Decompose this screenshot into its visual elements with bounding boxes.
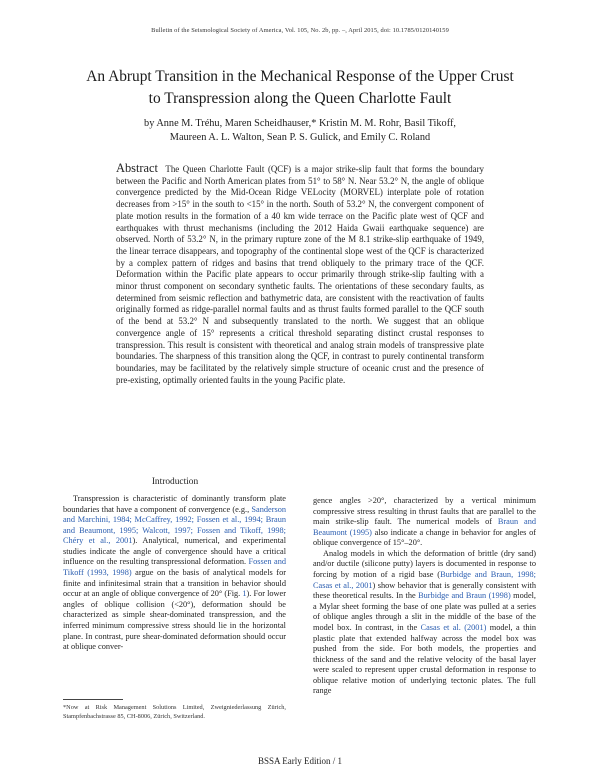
author-list [60,117,540,144]
text-run: model, a Mylar sheet forming the base of one plate was pulled at a series of oblique angles through a slit in the middle of the base of the model box. In contrast, in the [313,591,536,632]
page-footer: BSSA Early Edition / 1 [257,756,342,766]
intro-paragraph-continued [313,496,536,549]
citation-link[interactable]: Fossen and Tikoff (1993, 1998) [63,557,286,578]
intro-paragraph-1 [63,494,286,653]
title-line-2: to Transpression along the Queen Charlotte Fault [148,90,452,107]
figure-link[interactable]: 1 [242,589,247,599]
authors-line-2: Maureen A. L. Walton, Sean P. S. Gulick, and Emily C. Roland [169,131,431,143]
left-column [63,494,286,694]
citation-link[interactable]: Burbidge and Braun (1998) [418,591,511,601]
abstract [116,163,484,386]
text-run: ). Analytical, numerical, and experimental studies indicate the angle of convergence should have a critical influence on the resulting transpressional deformation. [63,536,286,567]
citation-link[interactable]: Sanderson and Marchini, 1984; McCaffrey, 1992; Fossen et al., 1994; Braun and Beaumont, 1995; Walcott, 1997; Fossen and Tikoff, 1998; Chéry et al., 2001 [63,504,286,546]
paper-title [40,66,560,110]
citation-link[interactable]: Casas et al. (2001) [420,622,487,632]
text-run: gence angles >20°, characterized by a vertical minimum compressive stress resulting in thrust faults that are parallel to the main strike-slip fault. The numerical models of [313,496,536,527]
abstract-text: The Queen Charlotte Fault (QCF) is a major strike-slip fault that forms the boundary between the Pacific and North American plates from 51° to 58° N. Near 53.2° N, the angle of oblique convergence predicted by the Mid-Ocean Ridge VELocity (MORVEL) interplate pole of rotation decreases from >15° in the south to <15° in the north. South of 53.2° N, the convergent component of plate motion results in the formation of a 40 km wide terrace on the Pacific plate west of QCF and earthquakes with thrust mechanisms (including the 2012 Haida Gwaii earthquake sequence) are observed. North of 53.2° N, in the primary rupture zone of the M 8.1 strike-slip earthquake of 1949, the linear terrace disappears, and topography of the continental slope west of the QCF is characterized by a complex pattern of ridges and basins that trend obliquely to the primary trace of the QCF. Deformation within the Pacific plate appears to occur primarily through strike-slip faulting with a minor thrust component on secondary synthetic faults. The orientations of these secondary faults, as determined from seismic reflection and bathymetric data, are consistent with the reactivation of faults originally formed as ridge-parallel normal faults and as thrust faults formed parallel to the QCF south of the bend at 53.2° N and subsequently translated to the north. We suggest that an oblique convergence angle of 15° represents a critical threshold separating distinct crustal responses to transpression. This result is consistent with theoretical and analog strain models of transpressive plate boundaries. The sharpness of this transition along the QCF, in contrast to purely continental transform boundaries, may be facilitated by the relatively simple structure of oceanic crust and the presence of pre-existing, optimally oriented faults in the young Pacific plate. [116,164,484,385]
text-run: ). For lower angles of oblique collision (<20°), deformation should be characterized as simple shear-dominated transpression, and the inferred minimum compressive stress should lie in the horizontal plane. In contrast, pure shear-dominated deformation should occur at oblique conver- [63,589,286,652]
footnote-divider [63,699,123,700]
citation-link[interactable]: Burbidge and Braun, 1998; Casas et al., 2001 [313,570,536,590]
introduction-heading: Introduction [151,477,199,487]
citation-link[interactable]: Braun and Beaumont (1995) [313,517,536,537]
text-run: Transpression is characteristic of dominantly transform plate boundaries that have a component of convergence (e.g., [63,494,286,514]
text-run: model, a thin plastic plate that extended halfway across the model box was pushed from the side. For both models, the properties and thickness of the sand and the relative velocity of the basal layer were scaled to represent upper crustal deformation in response to oblique relative motion of underlying tectonic plates. The full range [313,622,536,696]
title-line-1: An Abrupt Transition in the Mechanical Response of the Upper Crust [86,68,514,85]
right-column [313,496,536,750]
intro-paragraph-2 [313,549,536,697]
text-run: ) show behavior that is generally consistent with these theoretical results. In the [313,580,536,601]
text-run: Analog models in which the deformation of brittle (dry sand) and/or ductile (silicone putty) layers is documented in response to forcing by motion of a rigid base ( [313,548,536,580]
journal-header: Bulletin of the Seismological Society of America, Vol. 105, No. 2b, pp. –, April 2015, doi: 10.1785/0120140159 [151,27,449,34]
text-run: argue on the basis of analytical models for finite and infinitesimal strain that a transition in behavior should occur at an angle of oblique convergence of 20° (Fig. [63,568,286,599]
abstract-label: Abstract [116,161,158,175]
text-run: also indicate a change in behavior for angles of oblique convergence of 15°–20°. [313,527,536,548]
affiliation-footnote: *Now at Risk Management Solutions Limited, Zweigniederlassung Zürich, Stampfenbachstrasse 85, CH-8006, Zürich, Switzerland. [63,704,286,720]
authors-line-1: by Anne M. Tréhu, Maren Scheidhauser,* Kristin M. M. Rohr, Basil Tikoff, [144,118,456,129]
